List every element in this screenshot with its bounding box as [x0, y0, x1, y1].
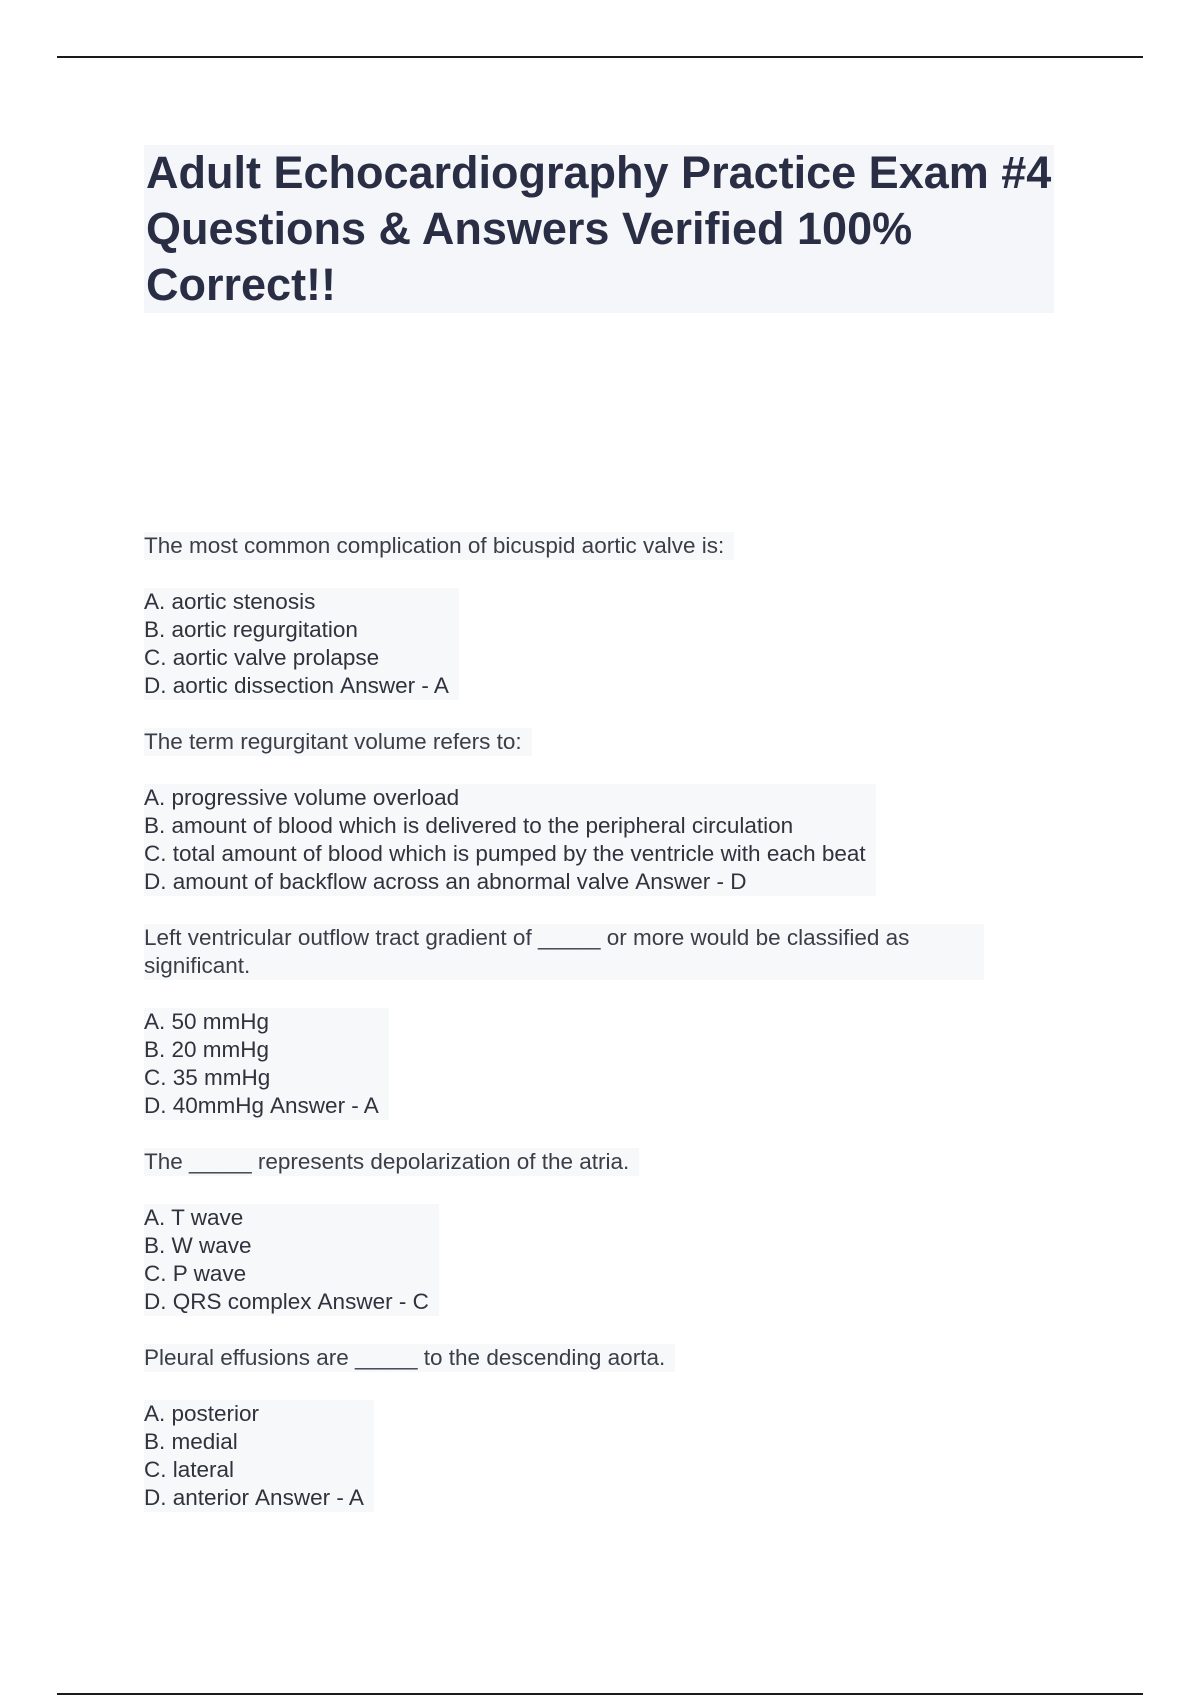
question-item [144, 924, 1044, 1120]
option-d-text: D. 40mmHg [144, 1093, 265, 1118]
answer-text: Answer - D [635, 869, 747, 894]
option-c: C. 35 mmHg [144, 1065, 271, 1090]
answer-text: Answer - C [317, 1289, 429, 1314]
option-a: A. T wave [144, 1205, 244, 1230]
question-text: The term regurgitant volume refers to: [144, 728, 532, 756]
option-d [144, 1484, 364, 1512]
question-text: Pleural effusions are _____ to the descending aorta. [144, 1344, 675, 1372]
option-list [144, 1008, 389, 1120]
top-rule [57, 56, 1143, 58]
option-d-text: D. QRS complex [144, 1289, 312, 1314]
option-a: A. posterior [144, 1401, 260, 1426]
option-list [144, 1400, 374, 1512]
answer-text: Answer - A [270, 1093, 379, 1118]
question-item [144, 1148, 1044, 1316]
option-d-text: D. anterior [144, 1485, 250, 1510]
question-text: The _____ represents depolarization of the atria. [144, 1148, 639, 1176]
option-d-text: D. amount of backflow across an abnormal valve [144, 869, 630, 894]
option-a: A. 50 mmHg [144, 1009, 270, 1034]
option-c: C. aortic valve prolapse [144, 645, 380, 670]
option-list [144, 588, 459, 700]
question-text: The most common complication of bicuspid aortic valve is: [144, 532, 734, 560]
option-b: B. W wave [144, 1233, 252, 1258]
question-item [144, 1344, 1044, 1512]
option-a: A. progressive volume overload [144, 785, 460, 810]
option-b: B. aortic regurgitation [144, 617, 358, 642]
option-b: B. amount of blood which is delivered to the peripheral circulation [144, 813, 794, 838]
page-title: Adult Echocardiography Practice Exam #4 Questions & Answers Verified 100% Correct!! [146, 147, 1052, 310]
question-text: Left ventricular outflow tract gradient of _____ or more would be classified as significant. [144, 924, 984, 980]
option-a: A. aortic stenosis [144, 589, 316, 614]
option-d [144, 672, 449, 700]
question-item [144, 728, 1044, 896]
option-list [144, 1204, 439, 1316]
option-list [144, 784, 876, 896]
option-d [144, 1288, 429, 1316]
option-d-text: D. aortic dissection [144, 673, 335, 698]
option-d [144, 1092, 379, 1120]
option-b: B. 20 mmHg [144, 1037, 270, 1062]
answer-text: Answer - A [255, 1485, 364, 1510]
option-c: C. lateral [144, 1457, 235, 1482]
title-block [144, 145, 1054, 313]
question-item [144, 532, 1044, 700]
option-b: B. medial [144, 1429, 238, 1454]
answer-text: Answer - A [340, 673, 449, 698]
option-c: C. P wave [144, 1261, 247, 1286]
bottom-rule [57, 1693, 1143, 1695]
option-d [144, 868, 866, 896]
option-c: C. total amount of blood which is pumped by the ventricle with each beat [144, 841, 866, 866]
question-list [144, 532, 1044, 1540]
